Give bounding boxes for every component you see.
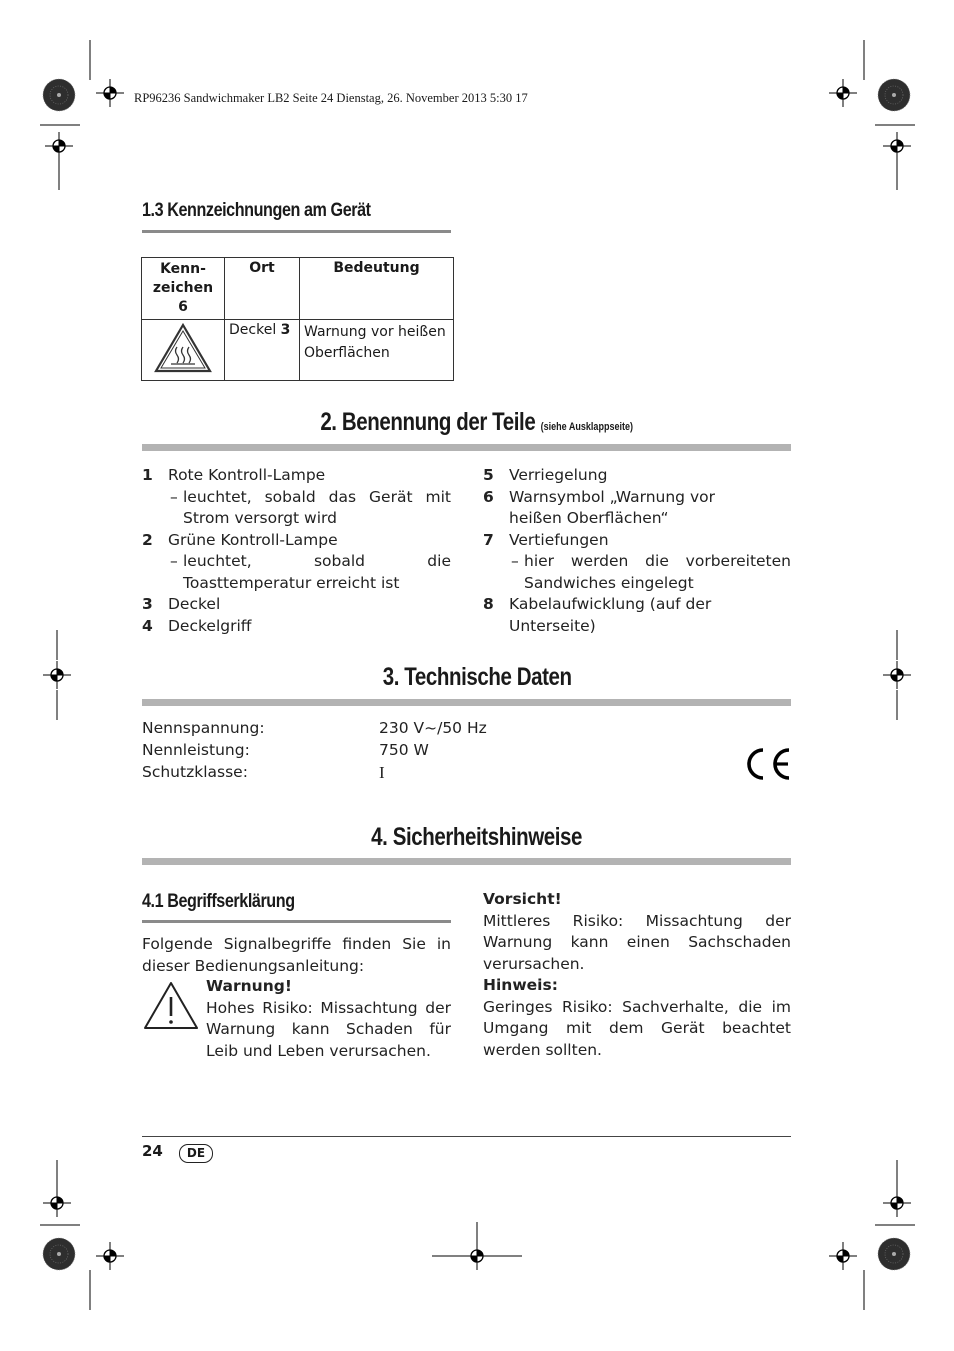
spec-row: [142, 718, 542, 740]
section-4-title: 4. Sicherheitshinweise: [371, 823, 583, 851]
list-item: 3 Deckel: [142, 595, 221, 613]
spec-row: [142, 740, 542, 762]
vorsicht-text: Mittleres Risiko: Missachtung der Warnung kann einen Sachschaden verursachen.: [483, 911, 791, 973]
signal-intro: Folgende Signalbegriffe finden Sie in dieser Bedienungsanleitung:: [142, 935, 451, 975]
spec-label: Nennleistung:: [142, 741, 250, 759]
list-subitem: – leuchtet, sobald das Gerät mit Strom versorgt wird: [170, 487, 451, 527]
table-header-location: Ort: [225, 258, 300, 320]
list-item: 8 Kabelaufwicklung (auf der Unterseite): [483, 595, 712, 635]
section-1-3-title: 1.3 Kennzeichnungen am Gerät: [142, 200, 371, 221]
vorsicht-title: Vorsicht!: [483, 890, 562, 908]
list-subitem: – hier werden die vorbereiteten Sandwiches eingelegt: [511, 552, 791, 592]
spec-label: Nennspannung:: [142, 719, 265, 737]
section-4-title-wrap: [0, 823, 954, 852]
spec-value: I: [379, 763, 385, 782]
spec-value: 230 V~/50 Hz: [379, 719, 487, 737]
table-cell-symbol: [142, 320, 225, 381]
vorsicht-block: [483, 889, 791, 1061]
section-4-1-title: 4.1 Begriffserklärung: [142, 891, 295, 912]
ce-mark-icon: [742, 746, 792, 782]
list-item: 6 Warnsymbol „Warnung vor heißen Oberflächen“: [483, 487, 715, 527]
specs-table: [142, 718, 542, 784]
section-2-rule: [142, 444, 791, 451]
print-info-line: RP96236 Sandwichmaker LB2 Seite 24 Dienstag, 26. November 2013 5:30 17: [134, 91, 528, 105]
section-3-title-wrap: [0, 663, 954, 692]
table-header-meaning: Bedeutung: [300, 258, 454, 320]
warning-triangle-icon: [142, 980, 200, 1032]
markings-table: [141, 257, 454, 381]
section-2-note: (siehe Ausklappseite): [540, 421, 634, 433]
section-3-title: 3. Technische Daten: [382, 663, 572, 691]
warnung-block: [206, 976, 451, 1062]
page-number: 24: [142, 1142, 163, 1160]
warnung-title: Warnung!: [206, 977, 292, 995]
spec-label: Schutzklasse:: [142, 763, 248, 781]
spec-row: [142, 762, 542, 784]
section-1-3-rule: [142, 230, 451, 233]
list-item: 5 Verriegelung: [483, 466, 608, 484]
warnung-text: Hohes Risiko: Missachtung der Warnung kann Schaden für Leib und Leben verursachen.: [206, 998, 451, 1060]
section-4-rule: [142, 858, 791, 865]
section-4-1-rule: [142, 920, 451, 923]
parts-list-right: [483, 465, 791, 637]
language-badge: DE: [179, 1144, 213, 1163]
table-header-mark: Kenn- zeichen 6: [142, 258, 225, 320]
footer-rule: [142, 1136, 791, 1137]
location-number: 3: [280, 322, 291, 338]
list-item: 4 Deckelgriff: [142, 616, 252, 635]
parts-list-left: [142, 465, 451, 637]
location-text: Deckel: [229, 322, 281, 338]
table-cell-meaning: Warnung vor heißen Oberflächen: [300, 320, 454, 381]
section-2-title: [0, 408, 954, 437]
section-2-title-text: 2. Benennung der Teile: [320, 408, 536, 436]
list-subitem: – leuchtet, sobald die Toasttemperatur erreicht ist: [170, 552, 451, 592]
table-cell-location: [225, 320, 300, 381]
hinweis-title: Hinweis:: [483, 976, 558, 994]
list-item: 1 Rote Kontroll-Lampe: [142, 466, 326, 484]
section-3-rule: [142, 699, 791, 706]
list-item: 7 Vertiefungen: [483, 530, 609, 549]
hinweis-text: Geringes Risiko: Sachverhalte, die im Umgang mit dem Gerät beachtet werden sollten.: [483, 997, 791, 1059]
hot-surface-warning-icon: [153, 322, 213, 374]
spec-value: 750 W: [379, 741, 429, 759]
list-item: 2 Grüne Kontroll-Lampe: [142, 530, 338, 549]
